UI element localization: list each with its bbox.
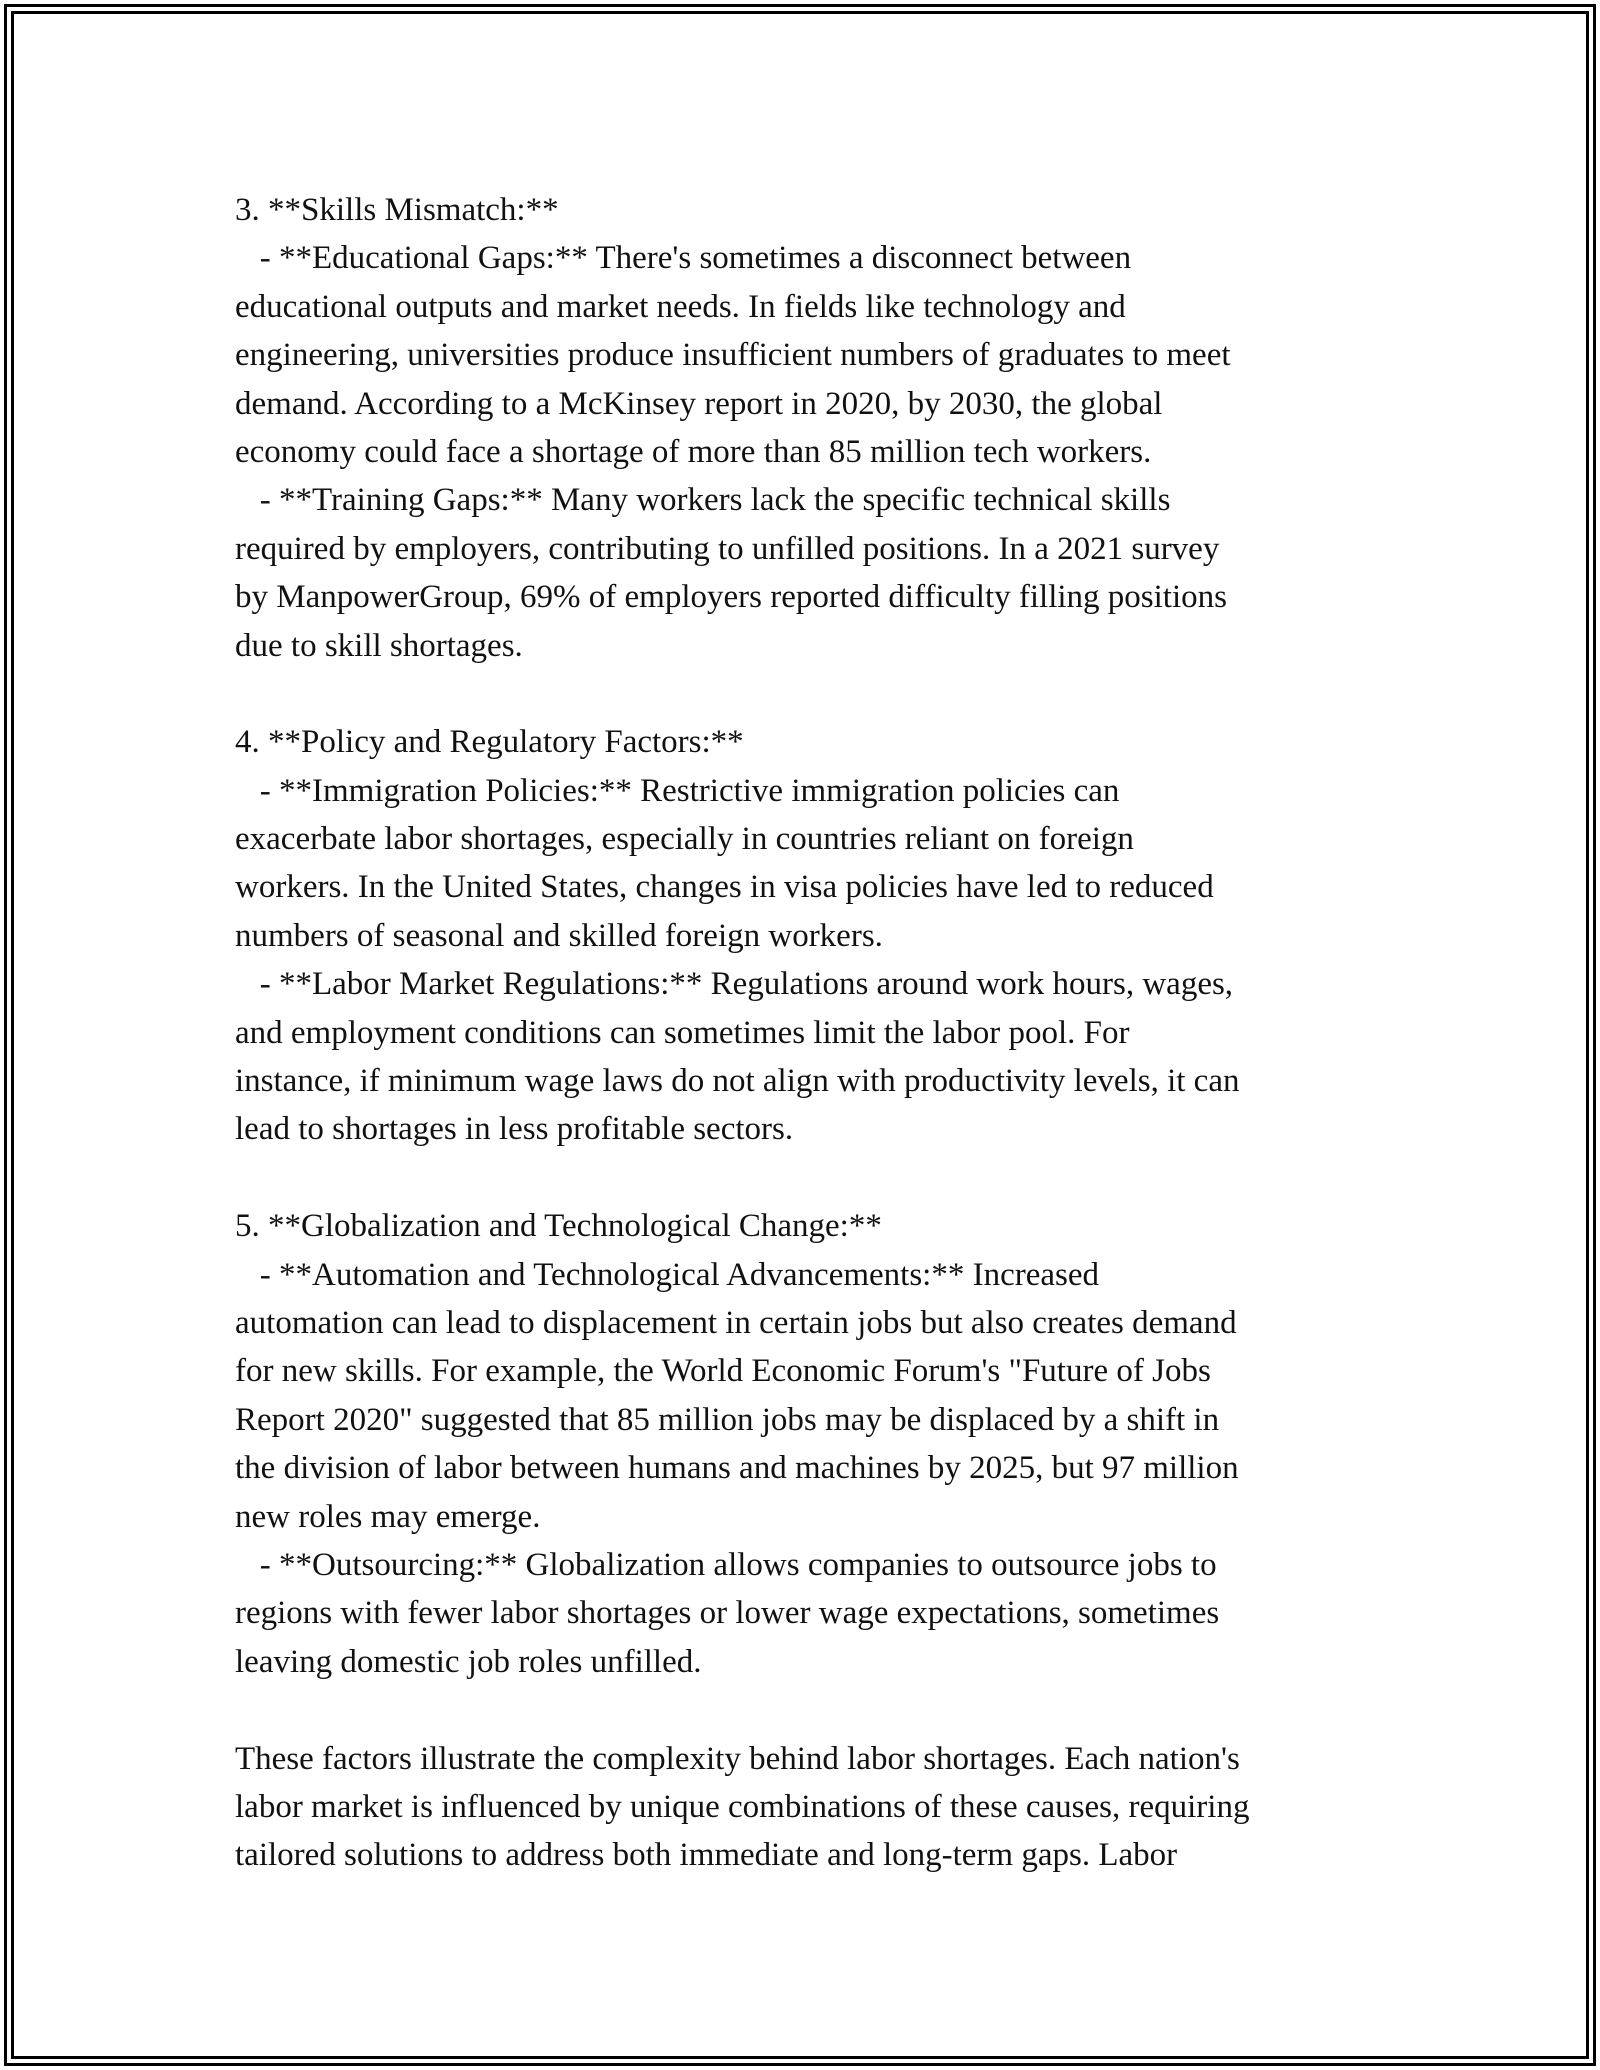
- text-line: and employment conditions can sometimes limit the labor pool. For: [235, 1014, 1130, 1051]
- blank-line: [235, 670, 1385, 718]
- text-line: - **Outsourcing:** Globalization allows companies to outsource jobs to: [235, 1546, 1217, 1583]
- text-line: - **Automation and Technological Advancements:** Increased: [235, 1256, 1099, 1293]
- text-line: numbers of seasonal and skilled foreign workers.: [235, 917, 883, 954]
- text-line: exacerbate labor shortages, especially in countries reliant on foreign: [235, 821, 1134, 858]
- text-line: by ManpowerGroup, 69% of employers reported difficulty filling positions: [235, 579, 1227, 616]
- text-line: 3. **Skills Mismatch:**: [235, 192, 559, 228]
- text-line: engineering, universities produce insufficient numbers of graduates to meet: [235, 337, 1231, 374]
- text-line: - **Labor Market Regulations:** Regulations around work hours, wages,: [235, 966, 1234, 1003]
- text-line: economy could face a shortage of more than 85 million tech workers.: [235, 433, 1152, 470]
- text-line: These factors illustrate the complexity behind labor shortages. Each nation's: [235, 1740, 1240, 1777]
- document-body: [235, 186, 1385, 1880]
- text-line: - **Training Gaps:** Many workers lack the specific technical skills: [235, 482, 1171, 519]
- text-line: the division of labor between humans and machines by 2025, but 97 million: [235, 1450, 1239, 1487]
- blank-line: [235, 1154, 1385, 1202]
- text-line: 4. **Policy and Regulatory Factors:**: [235, 724, 744, 761]
- text-line: workers. In the United States, changes in visa policies have led to reduced: [235, 869, 1214, 906]
- text-line: for new skills. For example, the World Economic Forum's "Future of Jobs: [235, 1353, 1211, 1390]
- text-line: automation can lead to displacement in certain jobs but also creates demand: [235, 1304, 1237, 1341]
- text-line: demand. According to a McKinsey report in 2020, by 2030, the global: [235, 385, 1163, 422]
- text-line: lead to shortages in less profitable sectors.: [235, 1111, 794, 1148]
- text-line: instance, if minimum wage laws do not align with productivity levels, it can: [235, 1063, 1240, 1100]
- text-line: - **Educational Gaps:** There's sometimes a disconnect between: [235, 240, 1132, 277]
- text-line: tailored solutions to address both immediate and long-term gaps. Labor: [235, 1837, 1178, 1874]
- text-line: labor market is influenced by unique combinations of these causes, requiring: [235, 1788, 1250, 1825]
- text-line: - **Immigration Policies:** Restrictive immigration policies can: [235, 772, 1120, 809]
- text-line: Report 2020" suggested that 85 million jobs may be displaced by a shift in: [235, 1401, 1220, 1438]
- text-line: due to skill shortages.: [235, 627, 523, 664]
- text-line: new roles may emerge.: [235, 1498, 541, 1535]
- text-line: educational outputs and market needs. In fields like technology and: [235, 288, 1126, 325]
- text-line: regions with fewer labor shortages or lower wage expectations, sometimes: [235, 1595, 1220, 1632]
- text-line: required by employers, contributing to unfilled positions. In a 2021 survey: [235, 530, 1220, 567]
- blank-line: [235, 1686, 1385, 1734]
- text-line: 5. **Globalization and Technological Change:**: [235, 1208, 882, 1245]
- text-line: leaving domestic job roles unfilled.: [235, 1643, 702, 1680]
